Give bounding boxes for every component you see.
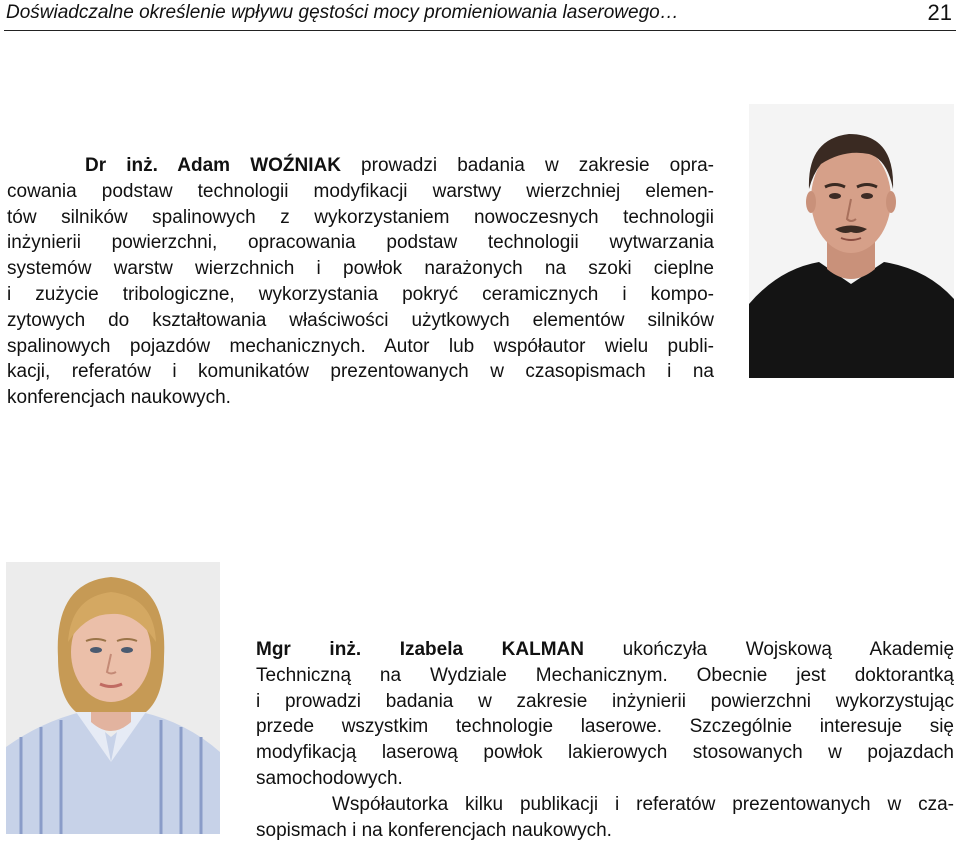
bio1-last-line: konferencjach naukowych. xyxy=(7,387,231,409)
bio1-line-1 xyxy=(7,153,714,179)
bio2-line-6: samochodowych. xyxy=(256,767,403,789)
bio1-name: Dr inż. Adam WOŹNIAK xyxy=(85,155,341,176)
bio2-line: przede wszystkim technologie laserowe. Szczególnie interesuje się xyxy=(256,716,954,738)
header-title: Doświadczalne określenie wpływu gęstości mocy promieniowania laserowego… xyxy=(6,2,679,23)
bio2-line: Techniczną na Wydziale Mechanicznym. Obecnie jest doktorantką xyxy=(256,664,954,686)
bio2-line1-rest: ukończyła Wojskową Akademię xyxy=(584,639,955,660)
bio1-line1-rest: prowadzi badania w zakresie opra- xyxy=(340,155,714,176)
bio2-line-8: sopismach i na konferencjach naukowych. xyxy=(256,819,612,841)
bio2-line-7: Współautorka kilku publikacji i referatów prezentowanych w cza- xyxy=(332,793,954,815)
bio-izabela-kalman xyxy=(256,637,954,843)
bio2-line: i prowadzi badania w zakresie inżynierii powierzchni wykorzystując xyxy=(256,690,954,712)
page-number: 21 xyxy=(927,0,952,25)
bio2-name: Mgr inż. Izabela KALMAN xyxy=(256,639,585,660)
portrait-woman xyxy=(6,562,220,834)
bio1-line: inżynierii powierzchni, opracowania podstaw technologii wytwarzania xyxy=(7,232,714,254)
bio1-line: zytowych do kształtowania właściwości użytkowych elementów silników xyxy=(7,309,714,331)
bio1-line: i zużycie tribologiczne, wykorzystania pokryć ceramicznych i kompo- xyxy=(7,283,714,305)
bio1-line: cowania podstaw technologii modyfikacji warstwy wierzchniej elemen- xyxy=(7,180,714,202)
photo-adam-wozniak xyxy=(749,104,954,378)
bio2-line-1 xyxy=(256,637,954,663)
photo-izabela-kalman xyxy=(6,562,220,834)
portrait-man xyxy=(749,104,954,378)
bio1-line: kacji, referatów i komunikatów prezentowanych w czasopismach i na xyxy=(7,361,714,383)
bio1-line: systemów warstw wierzchnich i powłok narażonych na szoki cieplne xyxy=(7,258,714,280)
running-header xyxy=(4,0,956,31)
bio-adam-wozniak xyxy=(7,153,714,411)
bio2-line: modyfikacją laserową powłok lakierowych stosowanych w pojazdach xyxy=(256,742,954,764)
bio1-line: spalinowych pojazdów mechanicznych. Autor lub współautor wielu publi- xyxy=(7,335,714,357)
bio1-line: tów silników spalinowych z wykorzystaniem nowoczesnych technologii xyxy=(7,206,714,228)
